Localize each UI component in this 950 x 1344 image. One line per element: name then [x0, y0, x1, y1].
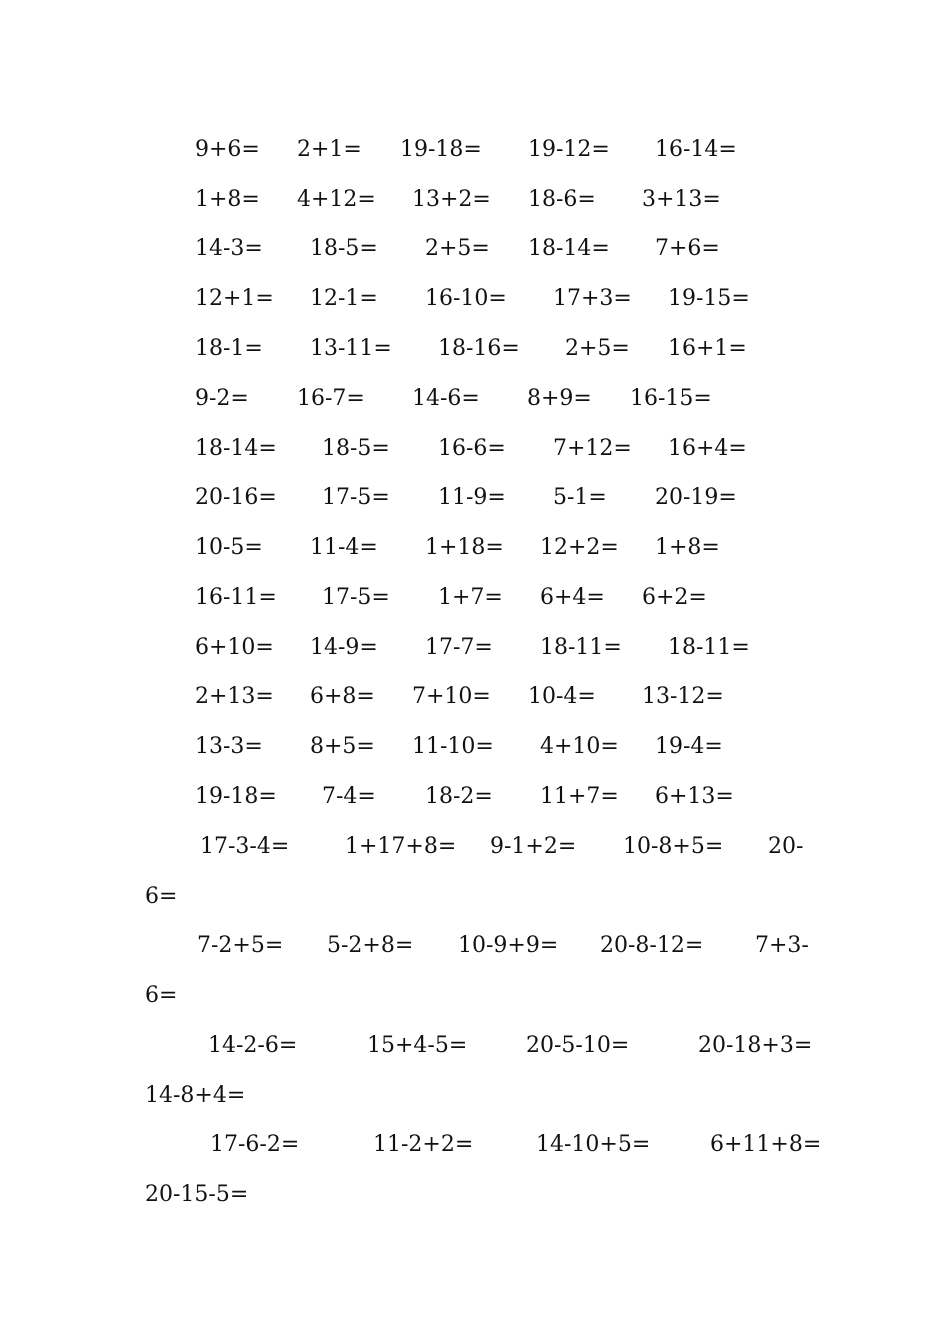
problem-row	[0, 1031, 950, 1061]
arithmetic-problem: 16-6=	[438, 436, 506, 461]
arithmetic-problem: 18-6=	[528, 187, 596, 212]
arithmetic-problem: 9-2=	[195, 386, 249, 411]
arithmetic-problem: 13-11=	[310, 336, 392, 361]
arithmetic-problem: 17-5=	[322, 485, 390, 510]
arithmetic-problem: 14-2-6=	[208, 1033, 298, 1058]
problem-row	[0, 882, 950, 912]
arithmetic-problem: 17-7=	[425, 635, 493, 660]
arithmetic-problem: 19-15=	[668, 286, 750, 311]
arithmetic-problem: 16-14=	[655, 137, 737, 162]
problem-row	[0, 185, 950, 215]
arithmetic-problem: 18-16=	[438, 336, 520, 361]
problem-row	[0, 583, 950, 613]
arithmetic-problem: 1+17+8=	[345, 834, 457, 859]
arithmetic-problem: 14-9=	[310, 635, 378, 660]
arithmetic-problem: 20-16=	[195, 485, 277, 510]
arithmetic-problem: 20-15-5=	[145, 1182, 249, 1207]
arithmetic-problem: 19-12=	[528, 137, 610, 162]
arithmetic-problem: 20-18+3=	[698, 1033, 813, 1058]
arithmetic-problem: 18-14=	[528, 236, 610, 261]
arithmetic-problem: 6+13=	[655, 784, 734, 809]
arithmetic-problem: 19-18=	[400, 137, 482, 162]
arithmetic-problem: 6=	[145, 983, 178, 1008]
arithmetic-problem: 16-7=	[297, 386, 365, 411]
problem-row	[0, 682, 950, 712]
problem-row	[0, 633, 950, 663]
problem-row	[0, 981, 950, 1011]
arithmetic-problem: 4+10=	[540, 734, 619, 759]
arithmetic-problem: 10-8+5=	[623, 834, 724, 859]
arithmetic-problem: 9+6=	[195, 137, 260, 162]
arithmetic-problem: 1+8=	[655, 535, 720, 560]
arithmetic-problem: 7-2+5=	[197, 933, 284, 958]
arithmetic-problem: 20-5-10=	[526, 1033, 630, 1058]
arithmetic-problem: 16+4=	[668, 436, 747, 461]
arithmetic-problem: 18-2=	[425, 784, 493, 809]
arithmetic-problem: 18-5=	[310, 236, 378, 261]
arithmetic-problem: 13+2=	[412, 187, 491, 212]
arithmetic-problem: 16-10=	[425, 286, 507, 311]
arithmetic-problem: 5-1=	[553, 485, 607, 510]
arithmetic-problem: 14-6=	[412, 386, 480, 411]
arithmetic-problem: 7-4=	[322, 784, 376, 809]
arithmetic-problem: 8+9=	[527, 386, 592, 411]
problem-row	[0, 533, 950, 563]
problem-row	[0, 1081, 950, 1111]
arithmetic-problem: 5-2+8=	[327, 933, 414, 958]
arithmetic-problem: 18-11=	[668, 635, 750, 660]
arithmetic-problem: 6+4=	[540, 585, 605, 610]
arithmetic-problem: 18-1=	[195, 336, 263, 361]
arithmetic-problem: 13-12=	[642, 684, 724, 709]
arithmetic-problem: 6+11+8=	[710, 1132, 822, 1157]
problem-row	[0, 1130, 950, 1160]
arithmetic-problem: 2+5=	[565, 336, 630, 361]
arithmetic-problem: 16+1=	[668, 336, 747, 361]
arithmetic-problem: 18-5=	[322, 436, 390, 461]
arithmetic-problem: 20-19=	[655, 485, 737, 510]
problem-row	[0, 434, 950, 464]
arithmetic-problem: 12+2=	[540, 535, 619, 560]
problem-row	[0, 931, 950, 961]
arithmetic-problem: 10-4=	[528, 684, 596, 709]
problem-row	[0, 732, 950, 762]
arithmetic-problem: 3+13=	[642, 187, 721, 212]
arithmetic-problem: 12-1=	[310, 286, 378, 311]
arithmetic-problem: 6=	[145, 884, 178, 909]
problem-row	[0, 234, 950, 264]
arithmetic-problem: 14-8+4=	[145, 1083, 246, 1108]
arithmetic-problem: 2+5=	[425, 236, 490, 261]
problem-row	[0, 384, 950, 414]
arithmetic-problem: 20-	[768, 834, 804, 859]
arithmetic-problem: 6+2=	[642, 585, 707, 610]
arithmetic-problem: 14-10+5=	[536, 1132, 651, 1157]
arithmetic-problem: 11-10=	[412, 734, 494, 759]
arithmetic-problem: 9-1+2=	[490, 834, 577, 859]
arithmetic-problem: 11-9=	[438, 485, 506, 510]
arithmetic-problem: 20-8-12=	[600, 933, 704, 958]
arithmetic-problem: 14-3=	[195, 236, 263, 261]
arithmetic-problem: 11-2+2=	[373, 1132, 474, 1157]
arithmetic-problem: 1+7=	[438, 585, 503, 610]
arithmetic-problem: 2+1=	[297, 137, 362, 162]
arithmetic-problem: 18-11=	[540, 635, 622, 660]
arithmetic-problem: 4+12=	[297, 187, 376, 212]
arithmetic-problem: 10-9+9=	[458, 933, 559, 958]
problem-row	[0, 483, 950, 513]
arithmetic-problem: 19-4=	[655, 734, 723, 759]
arithmetic-problem: 6+8=	[310, 684, 375, 709]
problem-row	[0, 135, 950, 165]
arithmetic-problem: 10-5=	[195, 535, 263, 560]
arithmetic-problem: 13-3=	[195, 734, 263, 759]
arithmetic-problem: 7+10=	[412, 684, 491, 709]
arithmetic-problem: 18-14=	[195, 436, 277, 461]
problem-row	[0, 1180, 950, 1210]
arithmetic-problem: 17+3=	[553, 286, 632, 311]
arithmetic-problem: 16-11=	[195, 585, 277, 610]
arithmetic-problem: 1+18=	[425, 535, 504, 560]
arithmetic-problem: 17-5=	[322, 585, 390, 610]
arithmetic-problem: 17-3-4=	[200, 834, 290, 859]
arithmetic-problem: 2+13=	[195, 684, 274, 709]
arithmetic-problem: 19-18=	[195, 784, 277, 809]
arithmetic-problem: 11+7=	[540, 784, 619, 809]
problem-row	[0, 782, 950, 812]
problem-row	[0, 284, 950, 314]
arithmetic-problem: 6+10=	[195, 635, 274, 660]
arithmetic-problem: 12+1=	[195, 286, 274, 311]
arithmetic-problem: 17-6-2=	[210, 1132, 300, 1157]
problem-row	[0, 334, 950, 364]
arithmetic-problem: 15+4-5=	[367, 1033, 468, 1058]
arithmetic-problem: 1+8=	[195, 187, 260, 212]
problem-row	[0, 832, 950, 862]
arithmetic-problem: 11-4=	[310, 535, 378, 560]
arithmetic-problem: 7+6=	[655, 236, 720, 261]
arithmetic-problem: 7+12=	[553, 436, 632, 461]
arithmetic-problem: 16-15=	[630, 386, 712, 411]
arithmetic-problem: 7+3-	[755, 933, 809, 958]
arithmetic-problem: 8+5=	[310, 734, 375, 759]
